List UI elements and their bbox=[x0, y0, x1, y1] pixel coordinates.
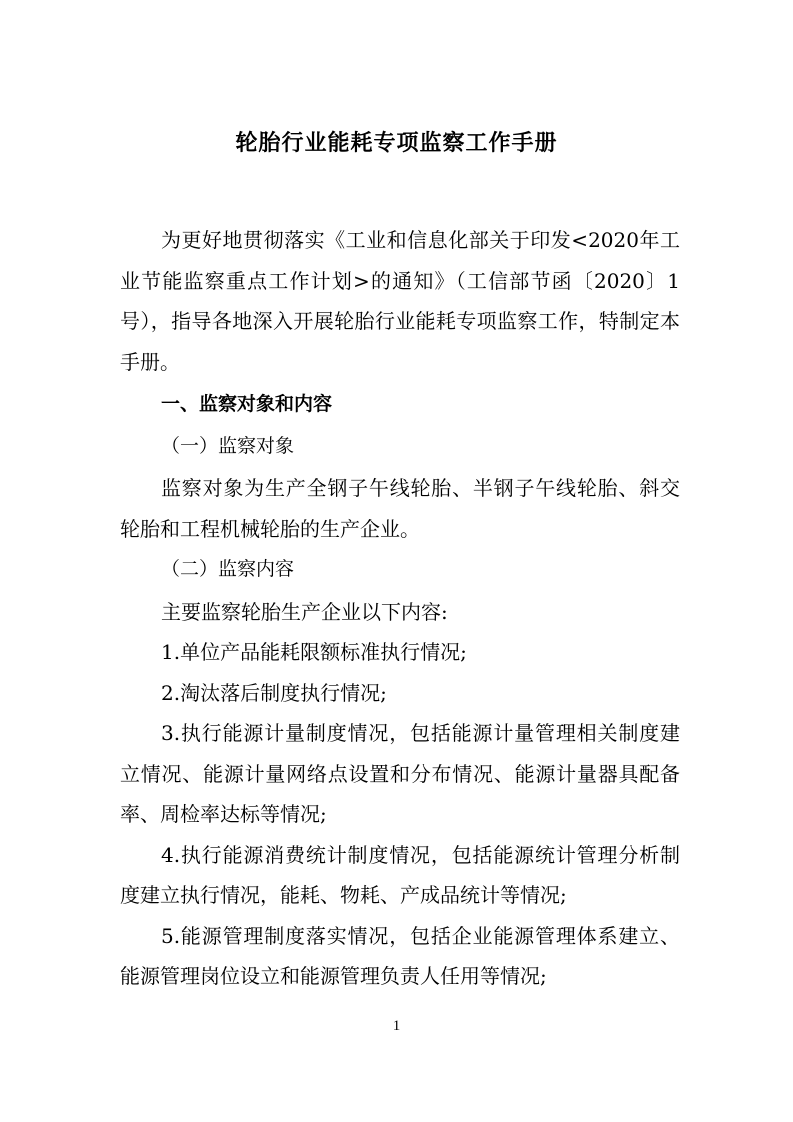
subsection-heading-2: （二）监察内容 bbox=[161, 558, 295, 580]
list-item: 1.单位产品能耗限额标准执行情况; bbox=[161, 640, 467, 664]
subsection-1-paragraph: 监察对象为生产全钢子午线轮胎、半钢子午线轮胎、斜交轮胎和工程机械轮胎的生产企业。 bbox=[120, 476, 680, 541]
subsection-heading-1: （一）监察对象 bbox=[161, 434, 295, 457]
list-item: 2.淘汰落后制度执行情况; bbox=[161, 680, 387, 705]
list-item: 3.执行能源计量制度情况，包括能源计量管理相关制度建立情况、能源计量网络点设置和分布情况、能源计量器具配备率、周检率达标等情况; bbox=[120, 721, 680, 826]
page-number: 1 bbox=[392, 1018, 401, 1034]
document-body bbox=[120, 220, 680, 997]
document-title: 轮胎行业能耗专项监察工作手册 bbox=[235, 131, 558, 156]
list-item: 5.能源管理制度落实情况，包括企业能源管理体系建立、能源管理岗位设立和能源管理负责人任用等情况; bbox=[120, 923, 680, 988]
intro-paragraph: 为更好地贯彻落实《工业和信息化部关于印发<2020年工业节能监察重点工作计划>的通知》（工信部节函〔2020〕1号），指导各地深入开展轮胎行业能耗专项监察工作，特制定本手册。 bbox=[120, 228, 680, 374]
list-item: 4.执行能源消费统计制度情况，包括能源统计管理分析制度建立执行情况，能耗、物耗、产成品统计等情况; bbox=[120, 842, 680, 907]
section-heading: 一、监察对象和内容 bbox=[161, 393, 333, 415]
subsection-2-lead: 主要监察轮胎生产企业以下内容: bbox=[161, 599, 448, 624]
